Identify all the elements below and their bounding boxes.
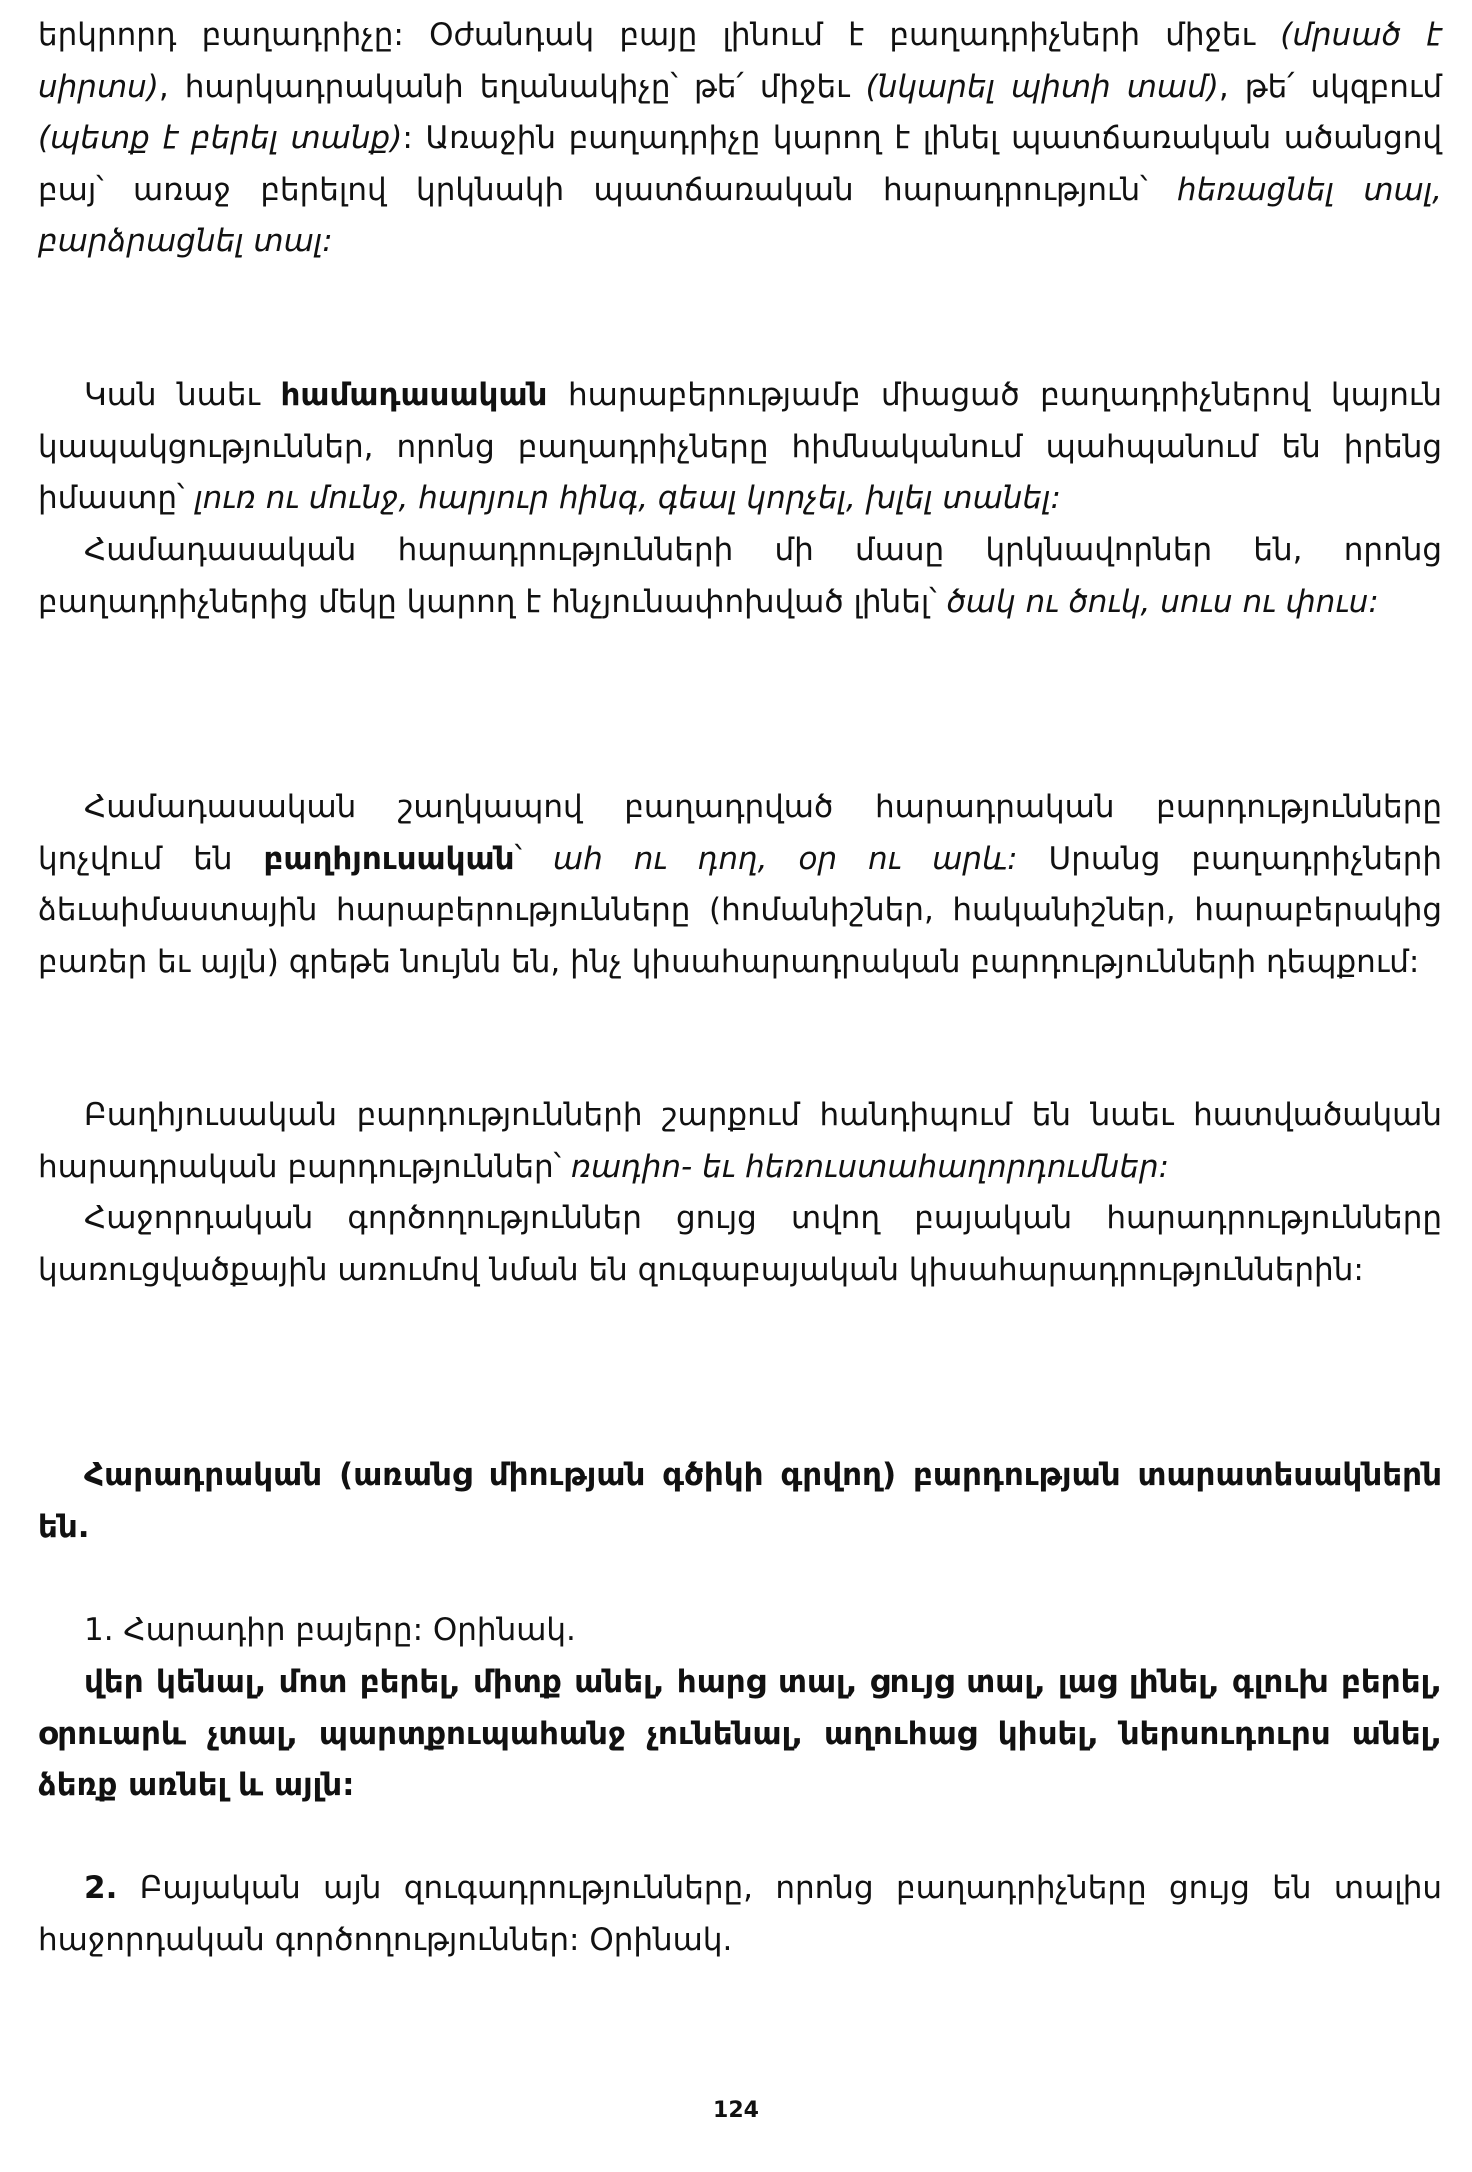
list-item: [38, 1605, 1442, 1657]
bold-term: 2.: [84, 1870, 118, 1906]
italic-example: (մրսած է սիրտս): [38, 17, 1442, 105]
text-segment: Հաջորդական գործողություններ ցույց տվող բայական հարադրությունները կառուցվածքային առումով նման են զուգաբայական կիսահարադրություններին:: [38, 1200, 1442, 1288]
italic-example: ռադիո- եւ հեռուստահաղորդումներ:: [570, 1148, 1170, 1185]
page-number: 124: [713, 2098, 759, 2123]
italic-example: լուռ ու մունջ, հարյուր հինգ, գեալ կորչել, խլել տանել:: [194, 480, 1061, 516]
bold-term: Հարադրական (առանց միության գծիկի գրվող) բարդության տարատեսակներն են.: [38, 1457, 1442, 1545]
text-segment: Բաղհյուսական բարդությունների շարքում հանդիպում են նաեւ հատվածական հարադրական բարդություններ՝: [38, 1097, 1442, 1185]
italic-example: ծակ ու ծուկ, սուս ու փուս:: [946, 583, 1379, 620]
text-segment: Սրանց բաղադրիչների ձեւաիմաստային հարաբերությունները (հոմանիշներ, հականիշներ, հարաբերակից բառեր եւ այլն) գրեթե նույնն են, ինչ կիսահարադրական բարդությունների դեպքում:: [38, 840, 1443, 980]
paragraph: [38, 10, 1442, 268]
paragraph: [38, 370, 1442, 525]
text-segment: հարաբերությամբ միացած բաղադրիչներով կայուն կապակցություններ, որոնց բաղադրիչները հիմնականում պահպանում են իրենց իմաստը՝: [38, 377, 1442, 516]
text-segment: ՝: [514, 840, 553, 877]
text-segment: Բայական այն զուգադրությունները, որոնց բաղադրիչները ցույց են տալիս հաջորդական գործողություններ: Օրինակ.: [38, 1870, 1442, 1958]
paragraph: [38, 525, 1442, 628]
text-segment: , թե՛ սկզբում: [1218, 68, 1443, 105]
text-segment: երկրորդ բաղադրիչը: Օժանդակ բայը լինում է բաղադրիչների միջեւ: [38, 17, 1281, 53]
text-segment: Կան նաեւ: [84, 377, 281, 413]
bold-term: բաղհյուսական: [263, 840, 515, 877]
italic-example: (նկարել պիտի տամ): [865, 68, 1219, 105]
italic-example: (պետք է բերել տանք): [38, 120, 403, 156]
bold-term: վեր կենալ, մոտ բերել, միտք անել, հարց տալ, ցույց տալ, լաց լինել, գլուխ բերել, օրուարև չտալ, պարտքուպահանջ չունենալ, աղուհաց կիսել, ներսուդուրս անել, ձեռք առնել և այլն:: [38, 1664, 1442, 1803]
example-words: [38, 1657, 1442, 1812]
paragraph: [38, 782, 1442, 988]
text-segment: , հարկադրականի եղանակիչը՝ թե՛ միջեւ: [158, 68, 866, 105]
text-segment: Համադասական շաղկապով բաղադրված հարադրական բարդությունները կոչվում են: [38, 789, 1442, 877]
paragraph: [38, 1090, 1442, 1193]
text-segment: 1. Հարադիր բայերը: Օրինակ.: [84, 1612, 576, 1648]
text-segment: : Առաջին բաղադրիչը կարող է լինել պատճառական ածանցով բայ՝ առաջ բերելով կրկնակի պատճառական հարադրություն՝: [38, 120, 1442, 208]
list-item: [38, 1863, 1442, 1966]
paragraph: [38, 1193, 1442, 1296]
section-heading: [38, 1450, 1442, 1553]
italic-example: ահ ու դող, օր ու արև:: [552, 840, 1018, 877]
text-segment: Համադասական հարադրությունների մի մասը կրկնավորներ են, որոնց բաղադրիչներից մեկը կարող է հնչյունափոխված լինել՝: [38, 532, 1442, 620]
bold-term: համադասական: [280, 377, 548, 413]
italic-example: հեռացնել տալ, բարձրացնել տալ:: [38, 171, 1442, 259]
